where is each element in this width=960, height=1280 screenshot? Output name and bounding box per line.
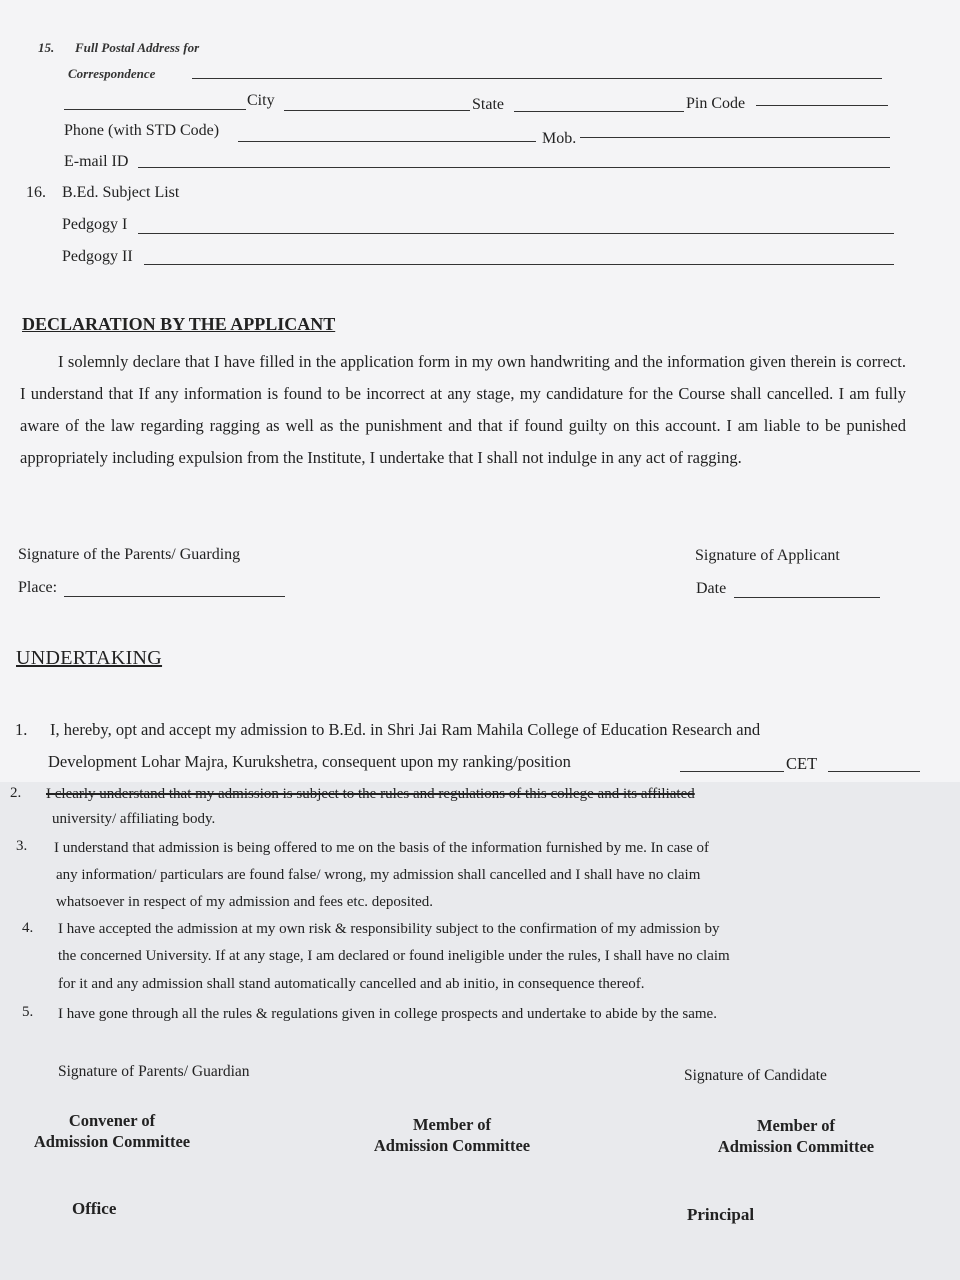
correspondence-label: Correspondence [68,66,156,81]
convener-title: Convener of [68,1111,156,1130]
pin-code-label: Pin Code [686,95,746,112]
date-label: Date [696,580,727,597]
mob-label: Mob. [542,130,577,147]
pedagogy-2-label: Pedgogy II [62,248,133,265]
undertaking-item-4-line-2: the concerned University. If at any stage, I am declared or found ineligible under the rules, I shall have no claim [58,948,730,964]
email-field[interactable] [138,167,890,168]
member-1-committee: Admission Committee [373,1136,531,1155]
member-2-block [696,1115,896,1157]
undertaking-item-3-number: 3. [16,838,28,854]
declaration-heading: DECLARATION BY THE APPLICANT [22,314,336,334]
undertaking-item-4-line-1: I have accepted the admission at my own risk & responsibility subject to the confirmation of my admission by [58,921,720,937]
pedagogy-2-field[interactable] [144,264,894,265]
state-label: State [472,96,504,113]
email-label: E-mail ID [64,153,129,170]
convener-block [14,1110,210,1152]
applicant-signature-label: Signature of Applicant [695,547,840,564]
section-16-number: 16. [26,184,46,201]
parents-signature-label: Signature of the Parents/ Guarding [18,546,241,563]
pedagogy-1-label: Pedgogy I [62,216,128,233]
member-2-committee: Admission Committee [717,1137,875,1156]
undertaking-heading: UNDERTAKING [16,647,163,669]
undertaking-item-1-number: 1. [15,720,28,739]
cet-field[interactable] [828,771,920,772]
principal-label: Principal [687,1205,755,1224]
place-field[interactable] [64,596,285,597]
address-line-2[interactable] [64,109,246,110]
undertaking-item-3-line-3: whatsoever in respect of my admission and fees etc. deposited. [56,894,433,910]
mob-field[interactable] [580,137,890,138]
state-field[interactable] [514,111,684,112]
rank-position-field[interactable] [680,771,784,772]
undertaking-item-3-line-2: any information/ particulars are found false/ wrong, my admission shall cancelled and I shall have no claim [56,867,701,883]
declaration-paragraph: I solemnly declare that I have filled in the application form in my own handwriting and the information given therein is correct. I understand that If any information is found to be incorrect at any stage, my candidature for the Course shall cancelled. I am fully aware of the law regarding ragging as well as the punishment and that if found guilty on this account. I am liable to be punished appropriately including expulsion from the Institute, I undertake that I shall not indulge in any act of ragging. [20,352,906,467]
convener-committee: Admission Committee [33,1132,191,1151]
undertaking-item-1-line-1: I, hereby, opt and accept my admission to B.Ed. in Shri Jai Ram Mahila College of Education Research and [50,720,761,739]
city-field[interactable] [284,110,470,111]
undertaking-item-5-number: 5. [22,1004,34,1020]
undertaking-item-3-line-1: I understand that admission is being offered to me on the basis of the information furnished by me. In case of [54,840,709,856]
pin-code-field[interactable] [756,105,888,106]
undertaking-item-1-line-2: Development Lohar Majra, Kurukshetra, consequent upon my ranking/position [48,752,571,771]
undertaking-item-2-line-2: university/ affiliating body. [52,811,216,827]
phone-field[interactable] [238,141,536,142]
undertaking-item-4-number: 4. [22,920,34,936]
undertaking-item-4-line-3: for it and any admission shall stand automatically cancelled and ab initio, in consequence thereof. [58,976,645,992]
date-field[interactable] [734,597,880,598]
undertaking-item-2-number: 2. [10,785,22,801]
phone-label: Phone (with STD Code) [64,122,220,139]
member-1-block [352,1114,552,1156]
place-label: Place: [18,579,58,596]
undertaking-item-5-line-1: I have gone through all the rules & regulations given in college prospects and undertake to abide by the same. [58,1006,717,1022]
office-label: Office [72,1199,117,1218]
member-2-title: Member of [756,1116,836,1135]
address-line-1[interactable] [192,78,882,79]
cet-label: CET [786,754,818,773]
member-1-title: Member of [412,1115,492,1134]
undertaking-item-2-line-1: I clearly understand that my admission is subject to the rules and regulations of this college and its affiliated [46,786,695,802]
declaration-text [20,346,906,474]
city-label: City [247,92,275,109]
parents-guardian-signature-label: Signature of Parents/ Guardian [58,1063,250,1080]
candidate-signature-label: Signature of Candidate [684,1067,827,1084]
address-label: Full Postal Address for [75,40,200,55]
section-15-number: 15. [38,40,55,55]
pedagogy-1-field[interactable] [138,233,894,234]
subject-list-title: B.Ed. Subject List [62,184,180,201]
